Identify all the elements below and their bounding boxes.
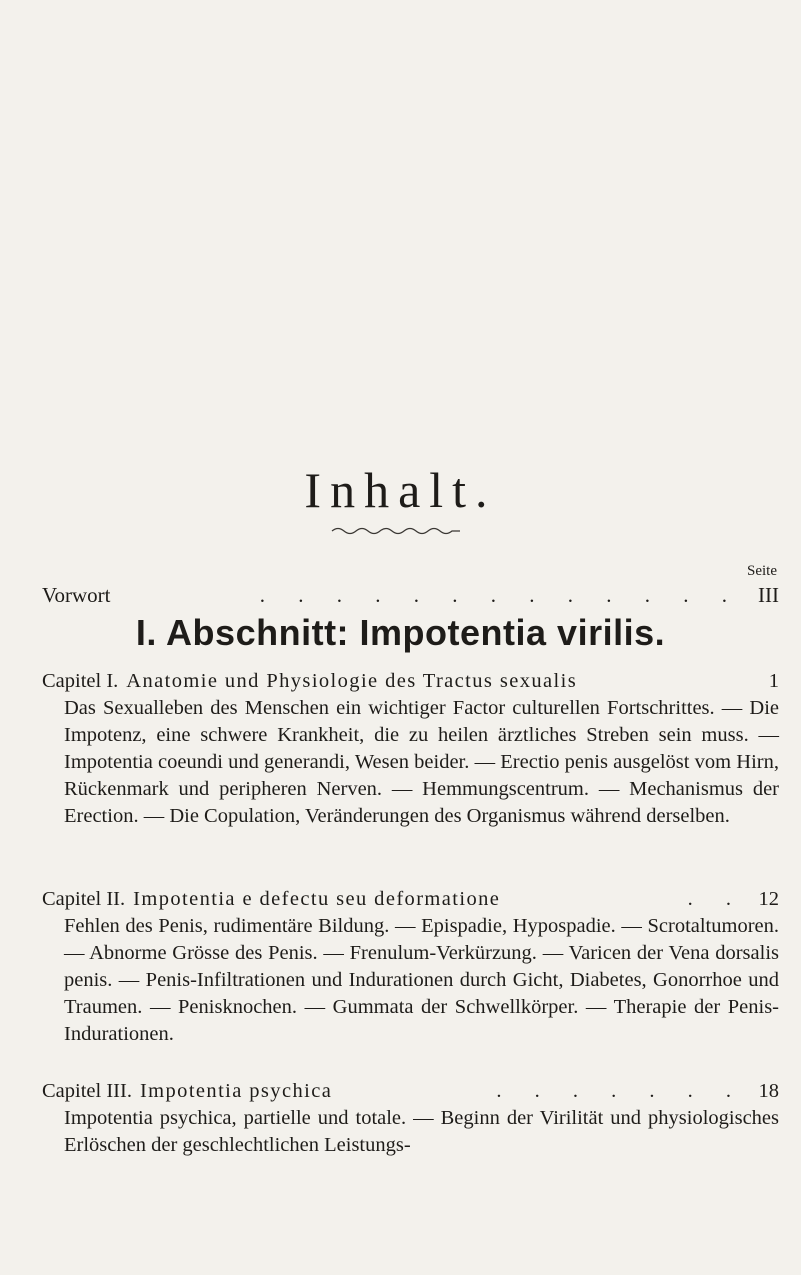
toc-chapter bbox=[42, 886, 779, 1048]
chapter-summary: Das Sexualleben des Menschen ein wichtiger Factor culturellen Fortschrittes. — Die Impotenz, eine schwere Krankheit, die zu heilen ärztliches Streben sein muss. — Impotentia coeundi und generandi, Wesen beider. — Erectio penis ausgelöst vom Hirn, Rückenmark und peripheren Nerven. — Hemmungscentrum. — Mechanismus der Erection. — Die Copulation, Veränderungen des Organismus während derselben. bbox=[64, 697, 779, 827]
chapter-title: Impotentia psychica bbox=[139, 1080, 333, 1102]
leader-dots: . . bbox=[687, 888, 745, 910]
section-heading: I. Abschnitt: Impotentia virilis. bbox=[135, 612, 666, 653]
toc-page-number: 12 bbox=[758, 888, 779, 910]
toc-entry-label: Vorwort bbox=[42, 583, 111, 607]
page-column-label: Seite bbox=[747, 563, 777, 579]
chapter-heading-row bbox=[42, 886, 779, 913]
chapter-number: Capitel III. bbox=[42, 1080, 132, 1102]
chapter-summary: Fehlen des Penis, rudimentäre Bildung. — Epispadie, Hypospadie. — Scrotaltumoren. — Abnorme Grösse des Penis. — Frenulum-Verkürzung. — Varicen der Vena dorsalis penis. — Penis-Infiltrationen und Indurationen durch Gicht, Diabetes, Gonorrhoe und Traumen. — Penisknochen. — Gummata der Schwellkörper. — Therapie der Penis-Indurationen. bbox=[64, 915, 779, 1045]
leader-dots: . . . . . . . . . . . . . bbox=[259, 585, 741, 606]
chapter-title: Anatomie und Physiologie des Tractus sexualis bbox=[126, 670, 578, 692]
title-ornament-icon bbox=[330, 525, 462, 537]
toc-page-number: III bbox=[758, 583, 779, 607]
chapter-number: Capitel II. bbox=[42, 888, 126, 910]
toc-entry-vorwort bbox=[42, 585, 779, 606]
chapter-summary: Impotentia psychica, partielle und totale. — Beginn der Virilität und physiologisches Erlöschen der geschlechtlichen Leistungs- bbox=[64, 1107, 779, 1156]
chapter-heading-row bbox=[42, 668, 779, 695]
toc-page-number: 1 bbox=[768, 670, 779, 692]
toc-chapter bbox=[42, 668, 779, 830]
page-title: Inhalt. bbox=[304, 462, 497, 518]
toc-page-number: 18 bbox=[758, 1080, 779, 1102]
chapter-number: Capitel I. bbox=[42, 670, 119, 692]
toc-chapter bbox=[42, 1078, 779, 1159]
chapter-title: Impotentia e defectu seu deformatione bbox=[133, 888, 501, 910]
chapter-heading-row bbox=[42, 1078, 779, 1105]
leader-dots: . . . . . . . bbox=[496, 1080, 745, 1102]
